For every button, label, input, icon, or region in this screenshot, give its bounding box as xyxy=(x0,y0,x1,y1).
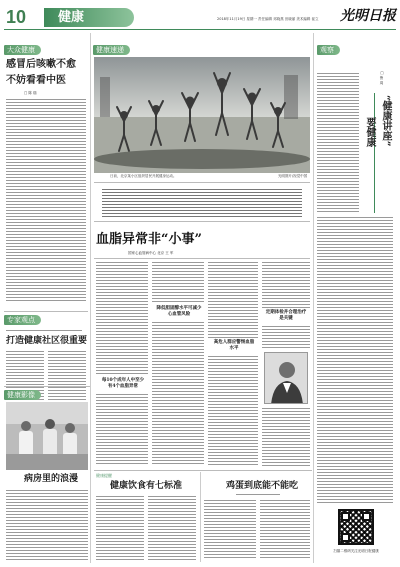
bottom-right-title: 鸡蛋到底能不能吃 xyxy=(226,481,299,491)
right-column-divider xyxy=(313,33,314,563)
left-article-title-1: 感冒后咳嗽不愈 xyxy=(6,59,76,70)
section-label-center-top: 健康速递 xyxy=(93,45,130,55)
main-article-col-4c xyxy=(262,408,310,466)
divider xyxy=(200,472,201,562)
section-label-left-mid: 专家观点 xyxy=(4,315,41,325)
divider xyxy=(94,470,312,471)
divider xyxy=(4,386,90,387)
yoga-group-image xyxy=(94,57,310,173)
section-label-left-bottom: 健康影像 xyxy=(4,390,41,400)
section-title xyxy=(44,8,134,27)
bottom-center-body-b xyxy=(148,496,196,560)
portrait-image xyxy=(265,353,308,404)
bottom-right-byline xyxy=(236,494,280,496)
right-title-box xyxy=(374,93,394,213)
main-subhead-1: 每10个成年人中至少有4个血脂异常 xyxy=(101,378,145,389)
divider xyxy=(94,258,310,259)
hospital-scene-image xyxy=(6,402,88,470)
section-title-label: 健康 xyxy=(58,10,85,25)
main-article-title: 血脂异常非“小事” xyxy=(96,232,202,247)
page-header xyxy=(0,0,400,30)
main-article-col-3 xyxy=(208,262,258,338)
banner-caption: 日前，北京某小区组织居民开展健身运动。 xyxy=(110,174,177,178)
banner-credit: 光明图片/视觉中国 xyxy=(278,174,308,178)
main-subhead-2: 降低胆固醇水平可减少心血管风险 xyxy=(156,306,202,317)
main-article-col-1b xyxy=(96,394,148,466)
bottom-left-body xyxy=(6,490,88,560)
qr-code[interactable] xyxy=(338,509,374,545)
right-title-part1: “健康讲座” xyxy=(380,95,391,147)
section-label-right-top: 观察 xyxy=(317,45,340,55)
main-article-byline: 国家心血管病中心 北京 王 军 xyxy=(128,251,174,255)
left-article-body xyxy=(6,99,86,303)
masthead-logo: 光明日报 xyxy=(340,8,396,24)
center-divider-left xyxy=(90,33,91,563)
intro-box xyxy=(94,182,310,222)
bottom-right-body-b xyxy=(260,500,310,560)
main-article-col-2b xyxy=(152,322,204,466)
right-column xyxy=(313,33,396,563)
main-article-col-3b xyxy=(208,356,258,466)
date-line: 2018年11月19日 星期一 责任编辑 邓晓燕 田晓丽 美术编辑 崔立 xyxy=(217,17,319,21)
bottom-left-title: 病房里的浪漫 xyxy=(24,474,79,484)
bottom-center-label: 健康提醒 xyxy=(96,473,112,478)
doctor-portrait xyxy=(264,352,308,404)
banner-photo xyxy=(94,57,310,173)
left-article-byline: □ 陈 瑞 xyxy=(24,91,37,95)
section-label-left-top: 大众健康 xyxy=(4,45,41,55)
right-body-main xyxy=(317,217,393,505)
left-mid-title: 打造健康社区很重要 xyxy=(6,336,88,346)
main-article-col-2 xyxy=(152,262,204,302)
main-article-col-1 xyxy=(96,262,148,374)
right-title-part2: 要健康 xyxy=(364,117,375,147)
header-rule xyxy=(4,29,396,30)
intro-text xyxy=(102,189,302,217)
qr-caption: 扫描二维码关注光明日报健康 xyxy=(333,549,379,553)
page-number: 10 xyxy=(6,7,27,27)
main-subhead-4: 定期体检并合理治疗是关键 xyxy=(265,310,307,321)
divider xyxy=(4,311,88,312)
left-article-title-2: 不妨看看中医 xyxy=(6,75,66,86)
bottom-right-body-a xyxy=(204,500,256,560)
main-article-col-4b xyxy=(262,326,310,348)
main-subhead-3: 高危人群应警惕血脂水平 xyxy=(213,340,255,351)
qr-finder-icon xyxy=(362,512,371,521)
qr-finder-icon xyxy=(341,512,350,521)
bottom-center-body-a xyxy=(96,496,144,560)
right-column-byline: □ 鲁 周 xyxy=(380,71,384,85)
right-body-top xyxy=(317,73,359,213)
qr-finder-icon xyxy=(341,533,350,542)
main-article-col-4 xyxy=(262,262,310,308)
left-mid-kicker xyxy=(6,330,82,333)
bottom-center-title: 健康饮食有七标准 xyxy=(110,481,183,491)
hospital-photo xyxy=(6,402,88,470)
